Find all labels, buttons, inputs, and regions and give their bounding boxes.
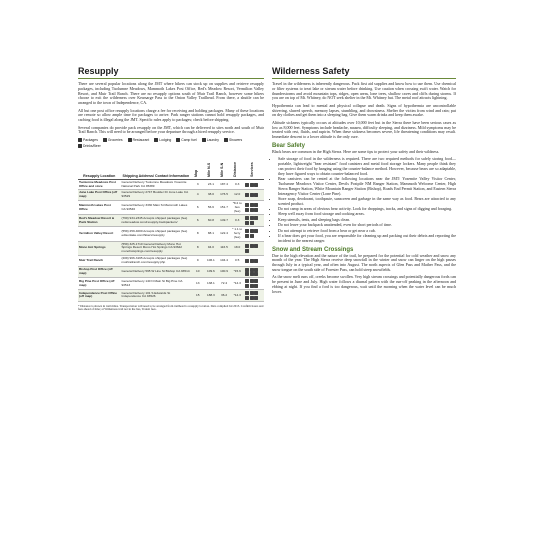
map-cell: 8 <box>191 241 204 255</box>
distance-cell: 12.0 <box>231 190 244 201</box>
services-cell <box>244 278 264 290</box>
mile-ns-cell: 188.3 <box>204 290 217 302</box>
table-header-row <box>78 151 264 180</box>
service-icon <box>245 229 249 233</box>
services-cell <box>244 255 264 266</box>
package-icon <box>78 138 82 142</box>
map-cell: 10 <box>191 266 204 278</box>
table-row <box>78 190 264 201</box>
distance-cell: *15.6 <box>231 266 244 278</box>
mile-sn-cell: 187.4 <box>217 179 230 190</box>
service-icon <box>254 268 258 272</box>
snow-paragraph-1: Due to the high elevation and the nature of the trail, be prepared for the potential for cold weather and snow any month of the year. The High Sierra receive deep snowfall in the winter and snow can linger on the high passes through July in a typical year, and often into August. The north aspects of Glen Pass and Mather Pass, and the snow tongue on the south side of Forester Pass, can hold steep snowfields. <box>272 252 456 273</box>
mile-ns-cell: 109.6 <box>204 266 217 278</box>
mile-sn-cell: 36.2 <box>217 290 230 302</box>
map-cell: 6 <box>191 200 204 214</box>
service-icon <box>254 272 258 276</box>
guide-page <box>78 58 456 520</box>
mile-sn-cell: 176.5 <box>217 190 230 201</box>
resupply-paragraph-1: There are several popular locations along the JMT where hikers can stock up on supplies and retrieve resupply packages, including Tuolumne Meadows, Mammoth Lakes Post Office, Red's Meadow Resort, Vermilion Valley Resort, and Muir Trail Ranch. There are no resupply options south of Muir Trail Ranch, however some hikers choose to exit the wilderness over Kearsarge Pass to the Onion Valley Trailhead. From there, a shuttle can be arranged to the town of Independence, CA. <box>78 81 264 106</box>
map-cell: 8 <box>191 227 204 241</box>
mile-sn-cell: 151.7 <box>217 200 230 214</box>
address-cell: (760) 934-2345 Accepts shipped packages (fee) redsmeadow.com/resupply-backpackers/ <box>120 215 191 227</box>
service-icon <box>245 272 249 276</box>
table-footnote: * Distance is shown in trail miles. Transportation will need to be arranged from trailhead to resupply location. Data compiled Jul 2013. Confirm hours and fees ahead of time; at Wilderness trail not in the bus, Transit fees. <box>78 303 264 312</box>
service-icon <box>250 216 254 220</box>
location-cell: Big Pine Post Office (off map) <box>78 278 120 290</box>
mile-ns-cell: 56.6 <box>204 200 217 214</box>
mile-sn-cell: 72.4 <box>217 278 230 290</box>
list-item: • Store soap, deodorant, toothpaste, sunscreen and garbage in the same way as food. Bears are attracted to any scented product. <box>278 197 456 207</box>
mile-sn-cell: 149.7 <box>217 215 230 227</box>
map-cell: 6 <box>191 215 204 227</box>
service-icon <box>245 208 249 212</box>
laundry-icon <box>202 138 206 142</box>
mile-ns-cell: 38.0 <box>204 190 217 201</box>
location-cell: Vermilion Valley Resort <box>78 227 120 241</box>
services-cell <box>244 290 264 302</box>
services-cell <box>244 190 264 201</box>
list-item: • Keep utensils, tents, and sleeping bags clean. <box>278 218 456 223</box>
service-icon <box>250 296 254 300</box>
header-address: Shipping Address/ Contact Information <box>120 151 191 180</box>
resupply-column <box>78 58 264 315</box>
mile-sn-cell: 122.4 <box>217 227 230 241</box>
snow-paragraph-2: As the snow melt runs off, creeks become swollen. Very high stream crossings and potentially dangerous fords can be present in June and July. High water follows a diurnal pattern with the run-off peaking in the afternoon and ebbing at night. If you find a ford is too dangerous, wait until the morning when the water level can be much lower. <box>272 274 456 294</box>
service-icon <box>250 279 254 283</box>
table-row <box>78 278 264 290</box>
location-cell: June Lake Post Office (off map) <box>78 190 120 201</box>
distance-cell: 0.5 <box>231 255 244 266</box>
list-item: • If a bear does get your food, you are responsible for cleaning up and packing out their debris and reporting the incident to the nearest ranger. <box>278 234 456 244</box>
map-cell: 4 <box>191 190 204 201</box>
map-cell: 3 <box>191 179 204 190</box>
distance-cell: * 1.1 to ferry (fee) <box>231 227 244 241</box>
service-icon <box>245 249 249 253</box>
wilderness-paragraph-1: Travel in the wilderness is inherently dangerous. Pack first aid supplies and know how to use them. Use chemical or filter systems to treat lake or stream water before drinking. Use caution when crossing swift water. Watch for thunderstorms and avoid mountain tops, ridges, open areas, lone trees, shallow caves and cliffs during storms. If you are on top of Mt. Whitney, do NOT seek shelter in the Mt. Whitney hut. The metal roof attracts lightning. <box>272 81 456 101</box>
service-icon <box>250 193 254 197</box>
service-icon <box>245 221 249 225</box>
service-icon <box>254 259 258 263</box>
mile-ns-cell: 60.8 <box>204 215 217 227</box>
table-row <box>78 200 264 214</box>
services-cell <box>244 200 264 214</box>
legend-item: Camp fuel <box>176 138 196 142</box>
service-icon <box>250 234 254 238</box>
snow-heading: Snow and Stream Crossings <box>272 246 354 253</box>
legend-item: Drinks/Beer <box>78 144 101 148</box>
service-icon <box>245 193 249 197</box>
service-icon <box>254 244 258 248</box>
legend-item: Laundry <box>202 138 219 142</box>
resupply-paragraph-2: All but one post office resupply locations charge a fee for receiving and holding packages. Many of these locations are remote so allow ample time for packages to arrive. Park ranger stations cannot hold resupply packages, and caching food is illegal along the JMT. Specific rules apply to packages; check before shipping. <box>78 107 264 123</box>
mile-sn-cell: 116.5 <box>217 241 230 255</box>
resupply-heading: Resupply <box>78 66 264 79</box>
distance-cell: *8.2 to bus (fee) <box>231 200 244 214</box>
resupply-table <box>78 151 264 302</box>
service-icon <box>250 203 254 207</box>
location-cell: Muir Trail Ranch <box>78 255 120 266</box>
mile-sn-cell: 100.9 <box>217 266 230 278</box>
table-row <box>78 227 264 241</box>
address-cell: General Delivery 595 W Line St Bishop CA 93514 <box>120 266 191 278</box>
distance-cell: 0.3 <box>231 215 244 227</box>
wilderness-paragraph-2: Hypothermia can lead to mental and physical collapse and death. Signs of hypothermia are uncontrollable shivering, slurred speech, memory lapses, stumbling, and drowsiness. Shelter the victim from wind and rain; put on dry clothes and get them into a sleeping bag. Give them warm drinks and keep them awake. <box>272 102 456 118</box>
bear-tips-list <box>272 157 456 243</box>
service-icon <box>254 203 258 207</box>
drinks-icon <box>78 144 82 148</box>
service-icon <box>245 284 249 288</box>
mile-ns-cell: 138.1 <box>204 278 217 290</box>
address-cell: General Delivery 140 N Main St Big Pine CA 93513 <box>120 278 191 290</box>
service-icon <box>254 193 258 197</box>
service-icon <box>245 259 249 263</box>
list-item: • Sleep well away from food storage and cooking areas. <box>278 212 456 217</box>
service-icon <box>245 216 249 220</box>
list-item: • Do not leave your backpack unattended, even for short periods of time. <box>278 223 456 228</box>
bear-safety-heading: Bear Safety <box>272 142 306 149</box>
legend-item: Lodging <box>154 138 171 142</box>
legend-item: Restaurant <box>128 138 150 142</box>
address-cell: (209) 966-3195 Accepts shipped packages (fee) muirtrailranch.com/resupply.php <box>120 255 191 266</box>
resupply-paragraph-3: Several companies do provide pack resupply on the JMT, which can be delivered to sites north and south of Muir Trail Ranch. This will need to be arranged before your departure through a hired resupply service. <box>78 124 264 135</box>
header-location: Resupply Location <box>78 151 120 180</box>
list-item: • Do not attempt to retrieve food from a bear or get near a cub. <box>278 229 456 234</box>
mile-sn-cell: 104.4 <box>217 255 230 266</box>
distance-cell: 18.0 <box>231 241 244 255</box>
header-services: Services <box>244 151 264 180</box>
map-cell: 15 <box>191 290 204 302</box>
restaurant-icon <box>128 138 132 142</box>
service-icon <box>245 234 249 238</box>
table-row <box>78 241 264 255</box>
service-icon <box>250 244 254 248</box>
address-cell: General Delivery 3330 Main St Mammoth Lakes CA 93546 <box>120 200 191 214</box>
wilderness-column <box>272 58 456 297</box>
mile-ns-cell: 94.0 <box>204 241 217 255</box>
distance-cell: *14.3 <box>231 278 244 290</box>
service-icon <box>254 284 258 288</box>
wilderness-paragraph-3: Altitude sickness typically occurs at altitudes over 10,000 feet but in the Sierra there have been serious cases as low as 8,000 feet. Symptoms include headache, nausea, difficulty sleeping, and dizziness. Mild symptoms may be treated with rest, fluids, and aspirin. When these sickness becomes severe, life threatening conditions may result. Immediate descent to a lower altitude is the only cure. <box>272 119 456 140</box>
services-cell <box>244 227 264 241</box>
distance-cell: *14.3 <box>231 290 244 302</box>
legend-item: Packages <box>78 138 98 142</box>
distance-cell: 0.3 <box>231 179 244 190</box>
service-icon <box>250 268 254 272</box>
header-mile-sn: Mile S-N <box>217 151 230 180</box>
table-row <box>78 255 264 266</box>
service-icon <box>245 279 249 283</box>
location-cell: Independence Post Office (off map) <box>78 290 120 302</box>
service-icon <box>254 183 258 187</box>
service-icon <box>254 216 258 220</box>
location-cell: Mono Hot Springs <box>78 241 120 255</box>
table-row <box>78 179 264 190</box>
service-icon <box>250 291 254 295</box>
service-icon <box>254 296 258 300</box>
service-icon <box>245 296 249 300</box>
table-row <box>78 266 264 278</box>
service-icon <box>245 291 249 295</box>
service-icon <box>254 229 258 233</box>
service-icon <box>254 279 258 283</box>
table-row <box>78 290 264 302</box>
mile-ns-cell: 23.1 <box>204 179 217 190</box>
shower-icon <box>224 138 228 142</box>
services-cell <box>244 241 264 255</box>
header-distance: Distance <box>231 151 244 180</box>
location-cell: Tuolumne Meadows Post Office and store <box>78 179 120 190</box>
camp-fuel-icon <box>176 138 180 142</box>
table-row <box>78 215 264 227</box>
address-cell: (559) 325-1710 General Delivery Mono Hot Springs Resort Mono Hot Springs CA 93642 monohotsprings.com/resupply <box>120 241 191 255</box>
legend-item: Showers <box>224 138 242 142</box>
address-cell: General Delivery 2747 Boulder Dr June Lake CA 93529 <box>120 190 191 201</box>
header-map: Map <box>191 151 204 180</box>
location-cell: Bishop Post Office (off map) <box>78 266 120 278</box>
service-icon <box>254 291 258 295</box>
service-icon <box>245 203 249 207</box>
service-icon <box>250 229 254 233</box>
list-item: • Safe storage of food in the wilderness is required. There are two required methods for safely storing food—portable, lightweight "bear resistant" food canisters and metal food storage lockers. Many people think they can protect their food by hanging using the counter-balance method. However, because bears are so adaptable, they have figured ways to obtain counter-balanced food. <box>278 157 456 176</box>
service-icon <box>250 259 254 263</box>
mile-ns-cell: 88.1 <box>204 227 217 241</box>
wilderness-heading: Wilderness Safety <box>272 66 456 79</box>
service-icon <box>245 244 249 248</box>
list-item: • Bear canisters can be rented at the following locations near the JMT: Yosemite Valley Visitor Center, Tuolumne Meadows Visitor Center, Devils Postpile NM Ranger Station, Mammoth Welcome Center, High Sierra Ranger Station, White Mountain Ranger Station (Bishop), Roads End Permit Station, and Eastern Sierra Interagency Visitor Center (Lone Pine). <box>278 177 456 196</box>
service-icon <box>250 221 254 225</box>
bear-intro: Black bears are common in the High Sierra. Here are some tips to protect your safety and their wildness. <box>272 148 440 154</box>
lodging-icon <box>154 138 158 142</box>
location-cell: Red's Meadow Resort & Pack Station <box>78 215 120 227</box>
service-icon <box>245 268 249 272</box>
list-item: • Do not camp in areas of obvious bear activity. Look for droppings, tracks, and signs of digging and foraging. <box>278 207 456 212</box>
services-cell <box>244 266 264 278</box>
address-cell: General Delivery Tuolumne Meadows Yosemite National Park CA 95389 <box>120 179 191 190</box>
legend-item: Groceries <box>103 138 123 142</box>
services-cell <box>244 179 264 190</box>
service-icon <box>245 183 249 187</box>
service-icon <box>254 208 258 212</box>
mile-ns-cell: 106.1 <box>204 255 217 266</box>
address-cell: (559) 259-4000 Accepts shipped packages (fee) edisonlake.com/hikers/resupply <box>120 227 191 241</box>
services-cell <box>244 215 264 227</box>
service-icon <box>250 183 254 187</box>
services-legend <box>78 138 264 148</box>
map-cell: 9 <box>191 255 204 266</box>
service-icon <box>250 208 254 212</box>
header-mile-ns: Mile N-S <box>204 151 217 180</box>
address-cell: General Delivery 101 S Edwards St Independence CA 93526 <box>120 290 191 302</box>
groceries-icon <box>103 138 107 142</box>
map-cell: 13 <box>191 278 204 290</box>
location-cell: Mammoth Lakes Post Office <box>78 200 120 214</box>
service-icon <box>250 284 254 288</box>
service-icon <box>250 272 254 276</box>
